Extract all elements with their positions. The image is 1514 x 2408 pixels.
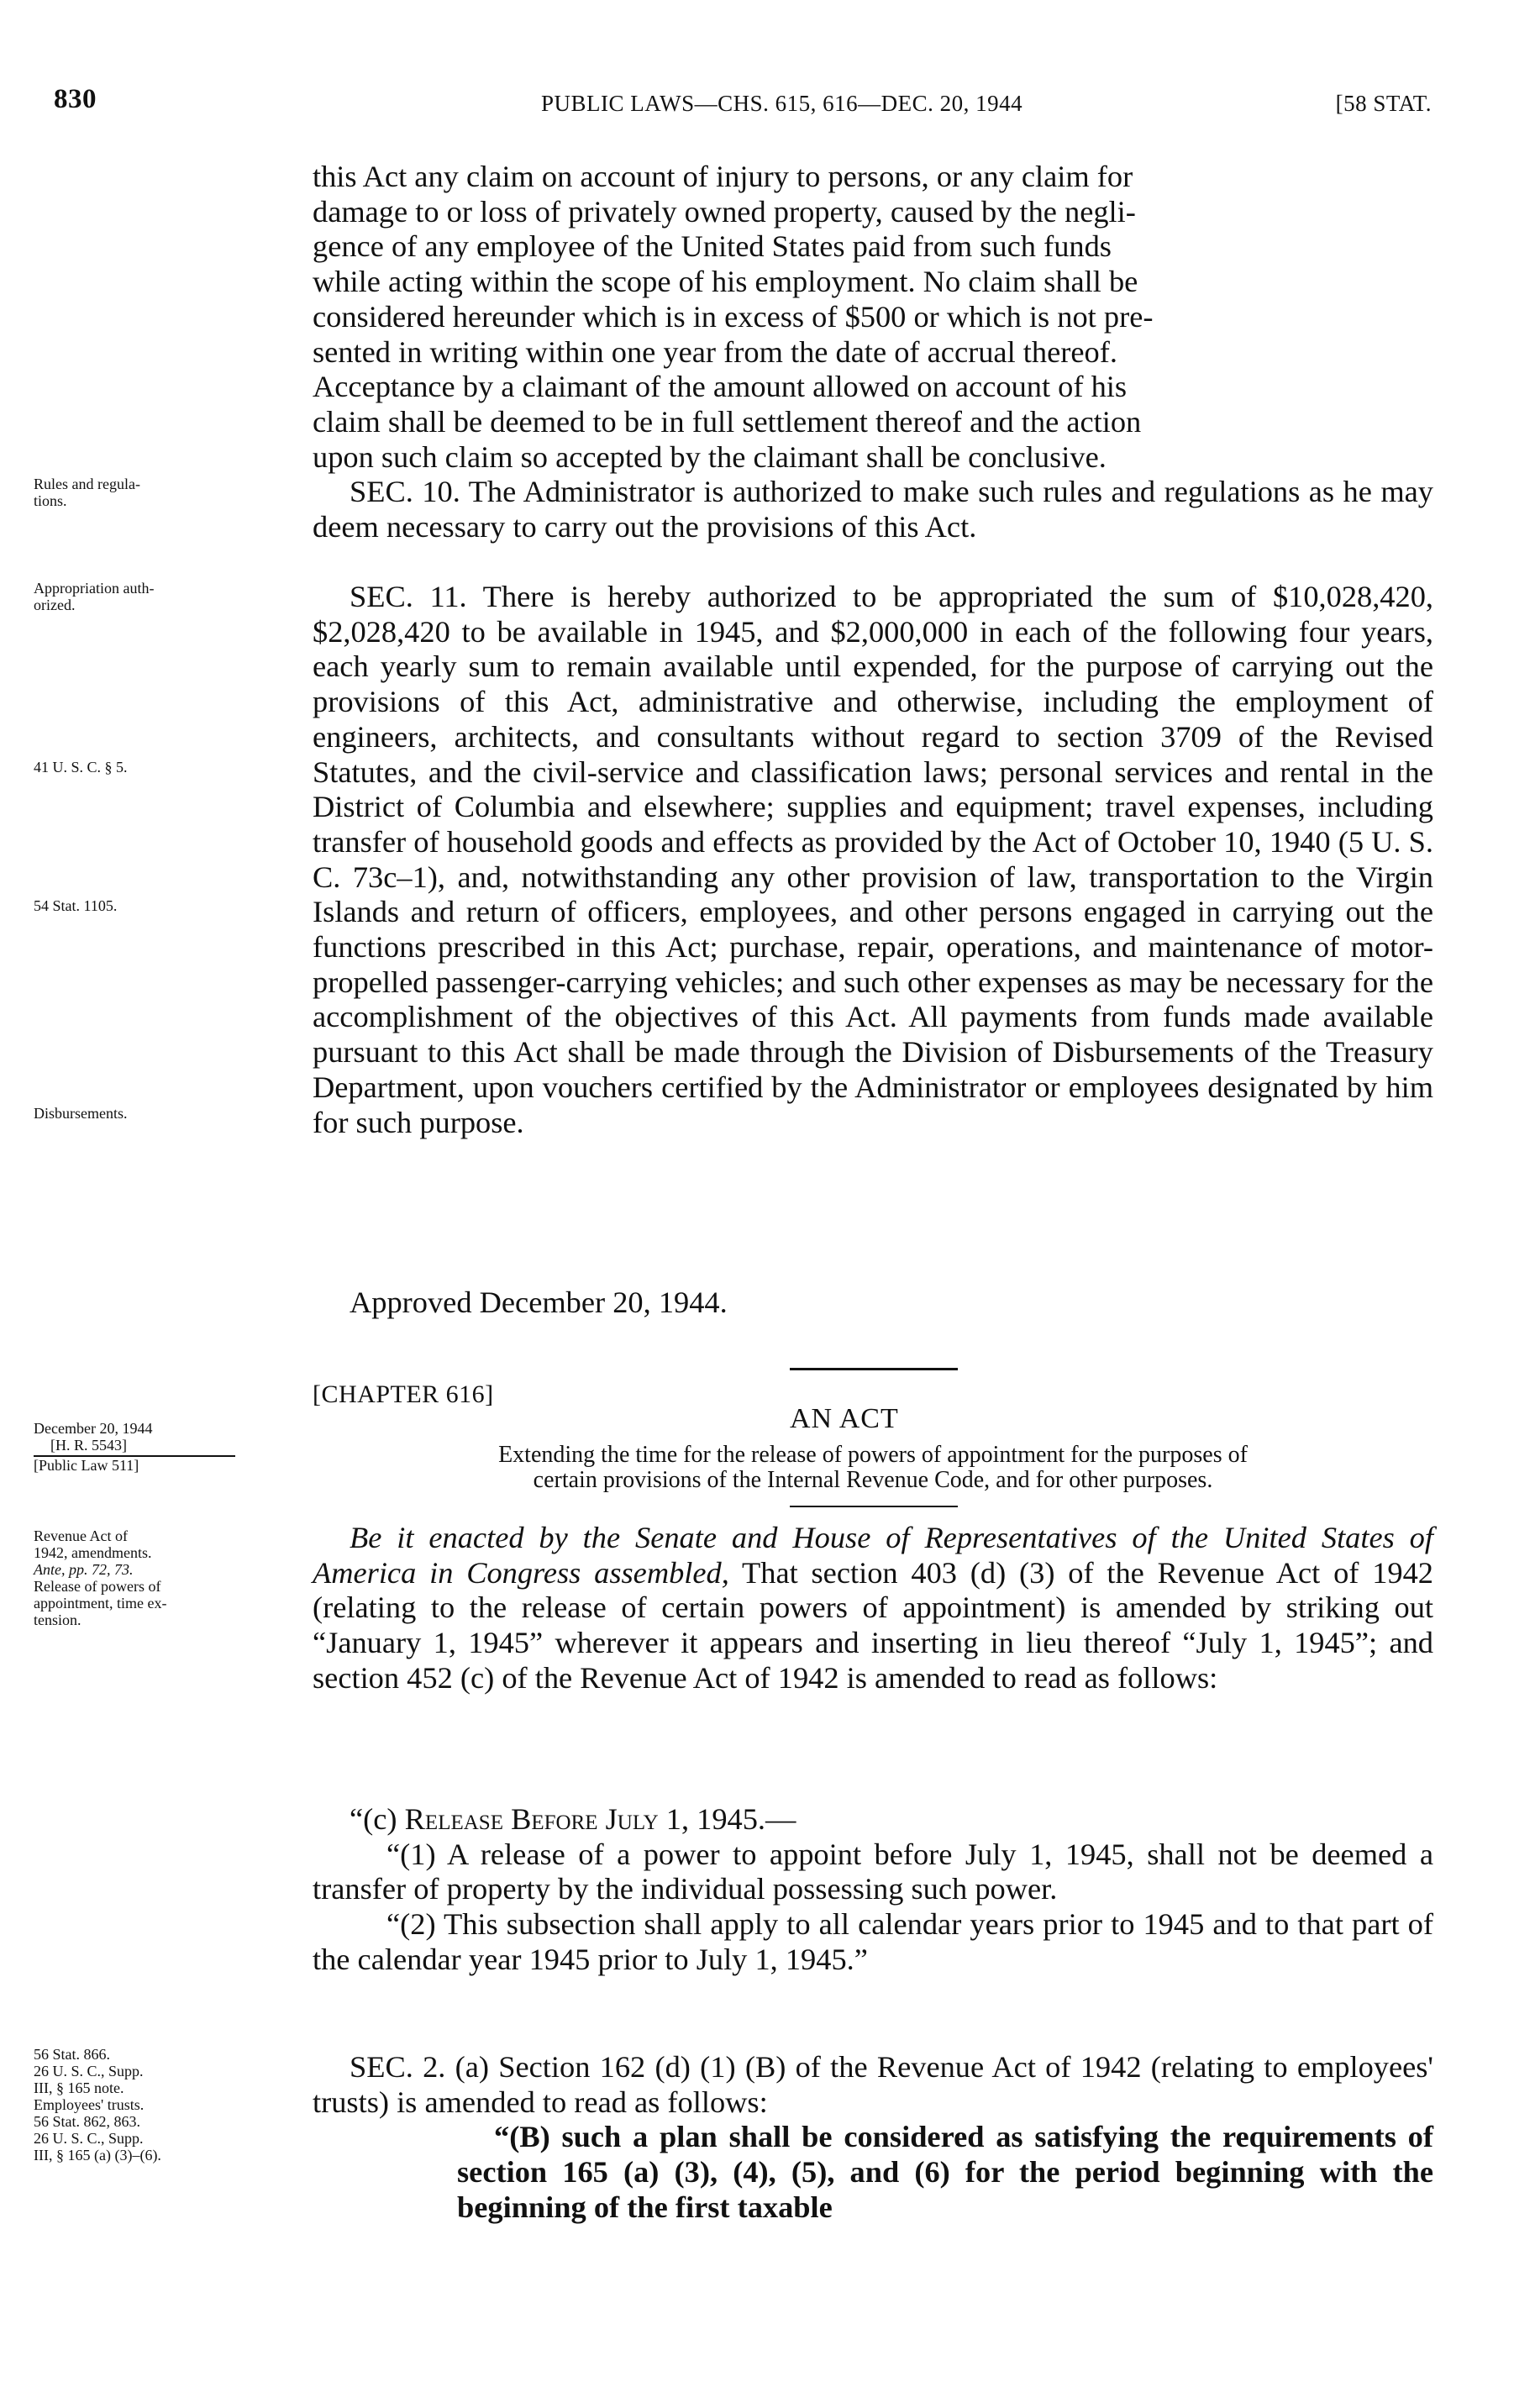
- paragraph-2: “(2) This subsection shall apply to all calendar years prior to 1945 and to that part of the calendar year 1945 prior to July 1, 1945.”: [313, 1907, 1433, 1976]
- bill-number: [H. R. 5543]: [50, 1437, 127, 1454]
- text-line: sented in writing within one year from the date of accrual thereof.: [313, 334, 1117, 369]
- text-line: while acting within the scope of his employment. No claim shall be: [313, 265, 1138, 299]
- approval-line: [313, 1285, 1433, 1321]
- margin-note-usc: 41 U. S. C. § 5.: [34, 759, 128, 776]
- approval-date-note: December 20, 1944: [34, 1420, 153, 1437]
- enacting-formula: Be it enacted by the Senate and House of Representatives of the United States of America in Congress assembled,: [313, 1521, 1433, 1590]
- paragraph-1: “(1) A release of a power to appoint before July 1, 1945, shall not be deemed a transfer of property by the individual possessing such power.: [313, 1837, 1433, 1906]
- section-11: [313, 580, 1433, 1140]
- margin-note-stat: 54 Stat. 1105.: [34, 897, 118, 914]
- act-title-line: certain provisions of the Internal Revenue Code, and for other purposes.: [533, 1467, 1213, 1493]
- running-head: PUBLIC LAWS—CHS. 615, 616—DEC. 20, 1944: [541, 91, 1023, 116]
- enacting-text: That section 403 (d) (3) of the Revenue Act of 1942 (relating to the release of certain powers of appointment) is amended by striking out “January 1, 1945” wherever it appears and inserting in lieu thereof “July 1, 1945”; and section 452 (c) of the Revenue Act of 1942 is amended to read as follows:: [313, 1555, 1433, 1695]
- margin-note-revenue: Revenue Act of 1942, amendments. Ante, pp. 72, 73. Release of powers of appointment, time ex- tension.: [34, 1527, 167, 1628]
- margin-note-rules: Rules and regula- tions.: [34, 476, 140, 509]
- section-text: There is hereby authorized to be appropriated the sum of $10,028,420, $2,028,420 to be available in 1945, and $2,000,000 in each of the following four years, each yearly sum to remain available until expended, for the purpose of carrying out the provisions of this Act, administrative and otherwise, including the employment of engineers, architects, and consultants without regard to section 3709 of the Revised Statutes, and the civil-service and classification laws; personal services and rental in the District of Columbia and elsewhere; supplies and equipment; travel expenses, including transfer of household goods and effects as provided by the Act of October 10, 1940 (5 U. S. C. 73c–1), and, notwithstanding any other provision of law, transportation to the Virgin Islands and return of officers, employees, and other persons engaged in carrying out the functions prescribed in this Act; purchase, repair, operations, and maintenance of motor-propelled passenger-carrying vehicles; and such other expenses as may be necessary for the accomplishment of the objectives of this Act. All payments from funds made available pursuant to this Act shall be made through the Division of Disbursements of the Treasury Department, upon vouchers certified by the Administrator or employees designated by him for such purpose.: [313, 580, 1433, 1139]
- public-law-number: [Public Law 511]: [34, 1455, 235, 1474]
- text-line: this Act any claim on account of injury to persons, or any claim for: [313, 160, 1133, 193]
- section-continued: [313, 160, 1433, 475]
- chapter-divider: [790, 1368, 958, 1370]
- subsection-heading: Release Before July 1, 1945.—: [404, 1802, 796, 1836]
- section-text: The Administrator is authorized to make such rules and regulations as he may deem necessary to carry out the provisions of this Act.: [313, 475, 1433, 544]
- section-10: [313, 475, 1433, 544]
- text-line: gence of any employee of the United States paid from such funds: [313, 229, 1112, 264]
- section-label: SEC. 11.: [350, 580, 467, 613]
- margin-note-appropriation: Appropriation auth- orized.: [34, 580, 155, 613]
- text-line: Acceptance by a claimant of the amount allowed on account of his: [313, 370, 1128, 404]
- section-label: SEC. 10.: [350, 475, 460, 508]
- section-text: (a) Section 162 (d) (1) (B) of the Revenue Act of 1942 (relating to employees' trusts) is amended to read as follows:: [313, 2050, 1433, 2119]
- approved-date: Approved December 20, 1944.: [350, 1285, 728, 1319]
- volume-reference: [58 STAT.: [1335, 91, 1432, 116]
- text-line: considered hereunder which is in excess of $500 or which is not pre-: [313, 299, 1154, 334]
- page-header: [54, 84, 1432, 126]
- margin-note-bill-info: [34, 1420, 286, 1474]
- title-divider: [790, 1506, 958, 1507]
- chapter-heading: [CHAPTER 616]: [313, 1380, 494, 1408]
- margin-note-sec2: 56 Stat. 866. 26 U. S. C., Supp. III, § 165 note. Employees' trusts. 56 Stat. 862, 863. 26 U. S. C., Supp. III, § 165 (a) (3)–(6).: [34, 2046, 161, 2164]
- quoted-paragraph: “(B) such a plan shall be considered as satisfying the requirements of section 165 (a) (3), (4), (5), and (6) for the period beginning with the beginning of the first taxable: [457, 2120, 1433, 2224]
- text-line: upon such claim so accepted by the claimant shall be conclusive.: [313, 439, 1107, 474]
- text-line: claim shall be deemed to be in full settlement thereof and the action: [313, 404, 1142, 439]
- subsection-prefix: “(c): [350, 1802, 397, 1836]
- text-line: damage to or loss of privately owned property, caused by the negli-: [313, 194, 1136, 229]
- act-title-line: Extending the time for the release of powers of appointment for the purposes of: [498, 1442, 1248, 1468]
- subsection-c: [313, 1802, 1433, 1978]
- enacting-clause: [313, 1521, 1433, 1696]
- page-number: 830: [54, 84, 97, 114]
- section-2: [313, 2050, 1433, 2226]
- act-title: [313, 1443, 1433, 1493]
- act-heading: AN ACT: [790, 1403, 899, 1434]
- margin-note-disbursements: Disbursements.: [34, 1105, 128, 1122]
- section-label: SEC. 2.: [350, 2050, 446, 2084]
